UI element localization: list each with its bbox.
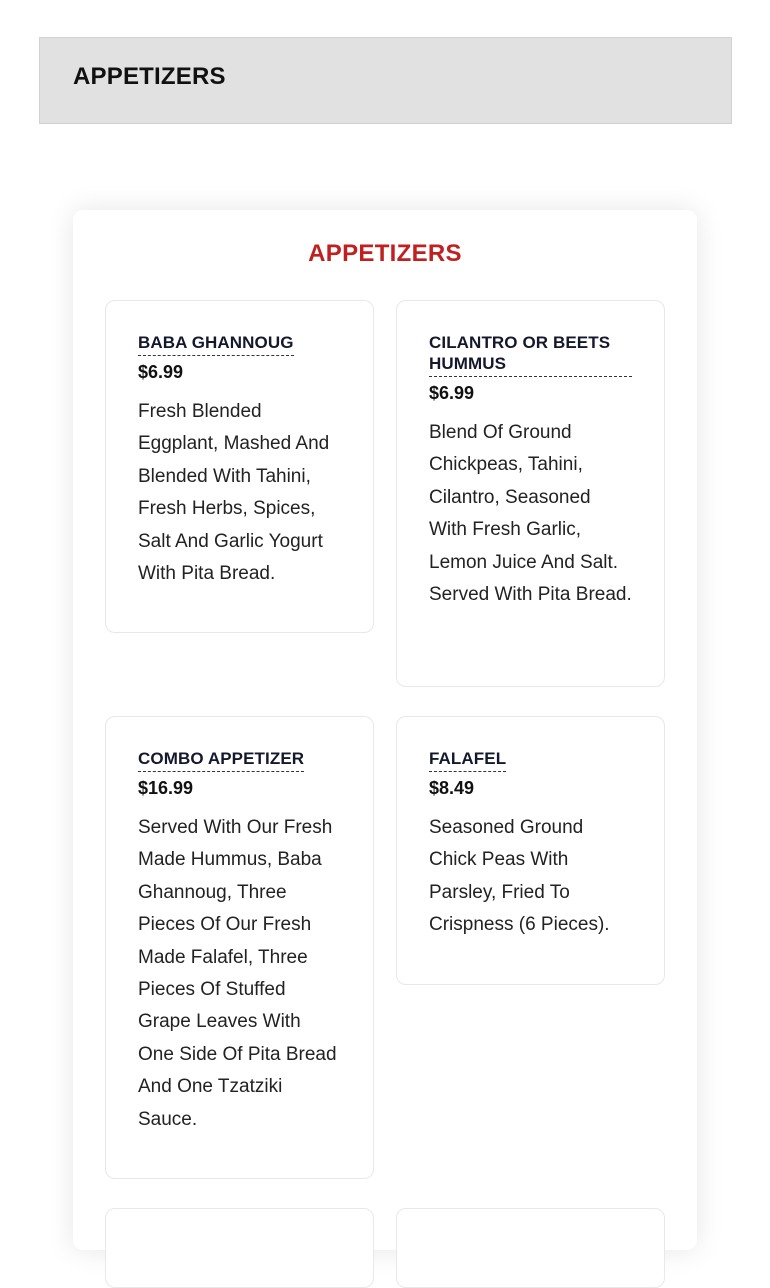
menu-item-description: Blend Of Ground Chickpeas, Tahini, Cilantro, Seasoned With Fresh Garlic, Lemon Juice And Salt. Served With Pita Bread. [429,422,632,606]
section-header-title: APPETIZERS [73,63,226,90]
menu-panel [73,210,697,1250]
menu-item-card[interactable] [105,1208,374,1288]
menu-item-description: Fresh Blended Eggplant, Mashed And Blended With Tahini, Fresh Herbs, Spices, Salt And Garlic Yogurt With Pita Bread. [138,401,330,585]
menu-item-card[interactable] [105,300,374,633]
menu-item-card[interactable] [105,716,374,1179]
section-header-banner [39,37,732,124]
menu-item-price: $8.49 [429,778,475,798]
menu-category-title: APPETIZERS [308,240,462,267]
menu-item-card[interactable] [396,300,665,687]
menu-item-description: Seasoned Ground Chick Peas With Parsley, Fried To Crispness (6 Pieces). [429,817,610,936]
menu-item-price: $6.99 [429,383,475,403]
menu-item-card[interactable] [396,716,665,985]
menu-item-card[interactable] [396,1208,665,1288]
menu-item-name: COMBO APPETIZER [138,748,304,772]
menu-item-price: $6.99 [138,362,184,382]
menu-item-name: FALAFEL [429,748,506,772]
menu-item-description: Served With Our Fresh Made Hummus, Baba Ghannoug, Three Pieces Of Our Fresh Made Falafel, Three Pieces Of Stuffed Grape Leaves With One Side Of Pita Bread And One Tzatziki Sauce. [138,817,337,1130]
menu-item-name: BABA GHANNOUG [138,332,294,356]
menu-item-price: $16.99 [138,778,194,798]
menu-item-name: CILANTRO OR BEETS HUMMUS [429,332,632,377]
